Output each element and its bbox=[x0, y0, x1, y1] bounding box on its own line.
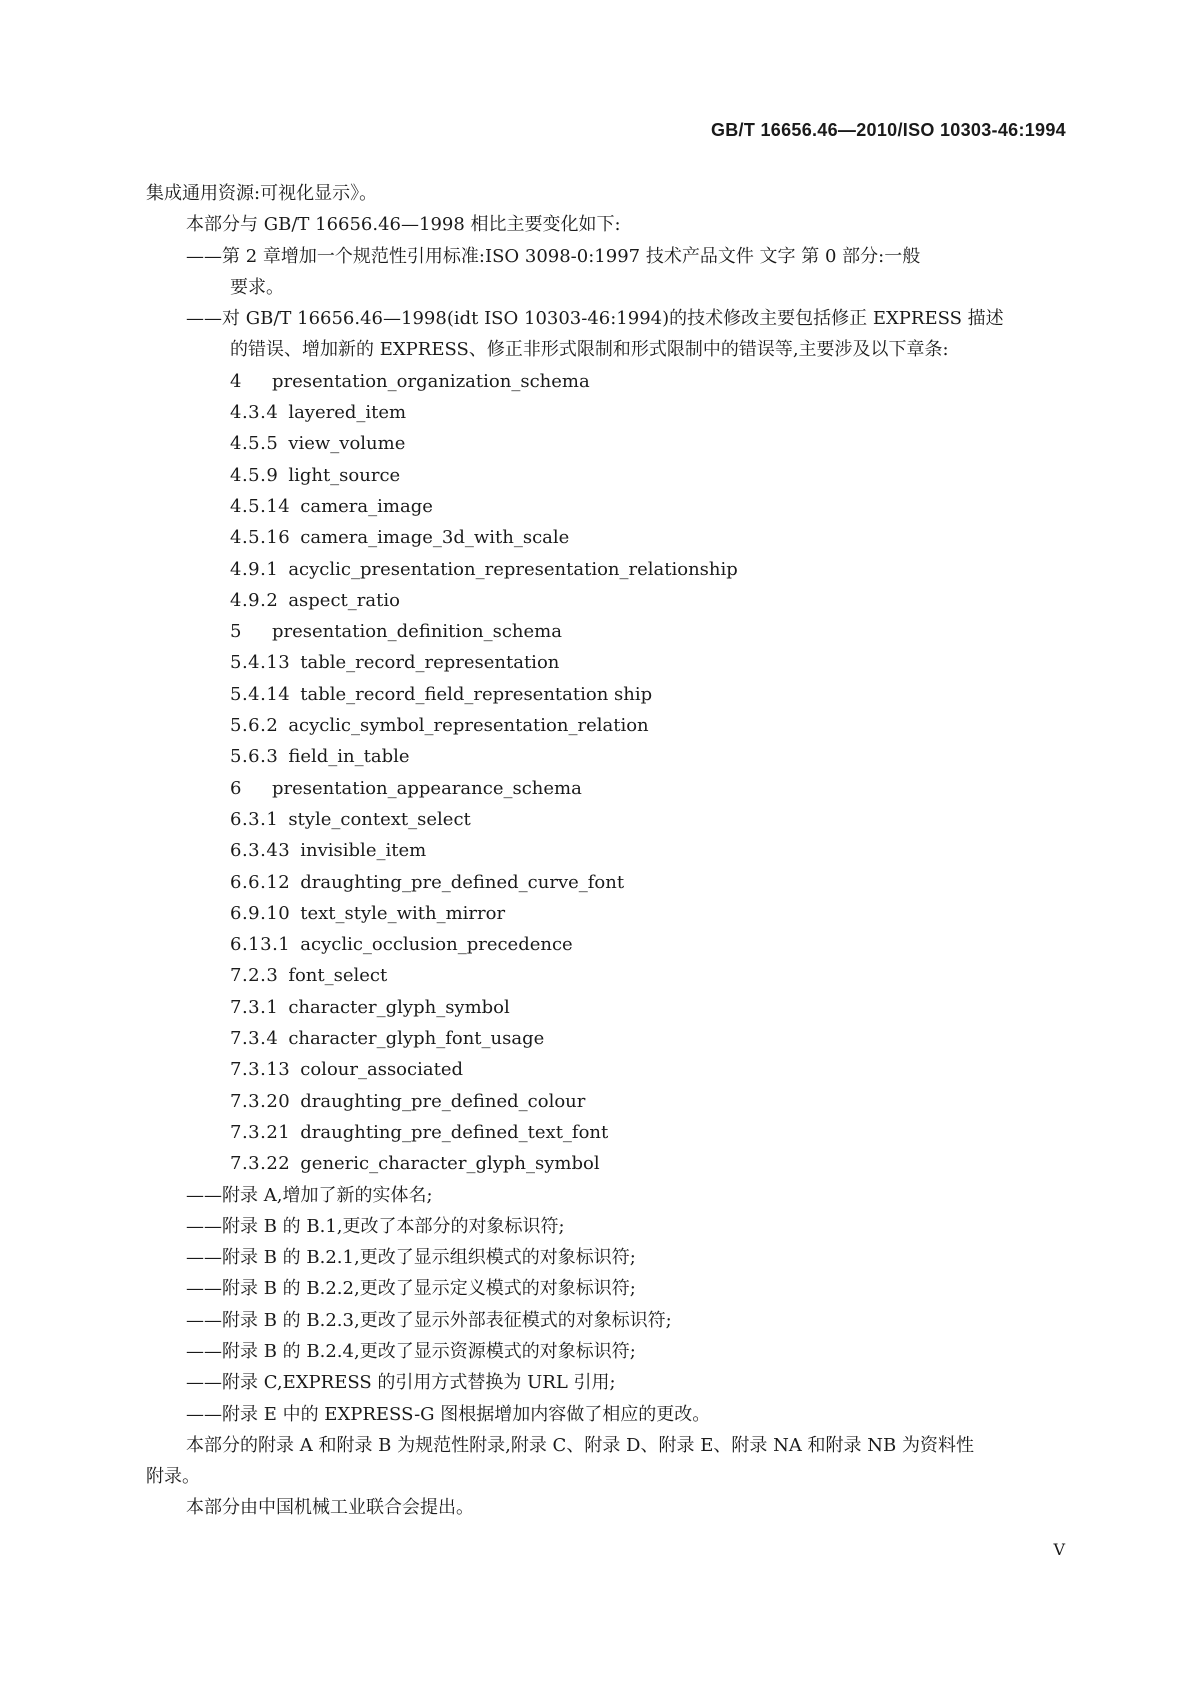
clause-number: 7.3.20 bbox=[230, 1090, 291, 1112]
clause-name: table_record_field_representation ship bbox=[300, 683, 653, 705]
clause-item bbox=[146, 929, 1066, 960]
clause-name: character_glyph_symbol bbox=[288, 996, 510, 1018]
annex-para-line1: 本部分的附录 A 和附录 B 为规范性附录,附录 C、附录 D、附录 E、附录 NA 和附录 NB 为资料性 bbox=[186, 1434, 974, 1456]
clause-number: 4.3.4 bbox=[230, 402, 279, 424]
annex-change-item: ——附录 B 的 B.1,更改了本部分的对象标识符; bbox=[186, 1215, 565, 1237]
clause-item bbox=[146, 992, 1066, 1023]
clause-item bbox=[146, 1054, 1066, 1085]
annex-change-item: ——附录 C,EXPRESS 的引用方式替换为 URL 引用; bbox=[186, 1372, 616, 1394]
annex-change-item: ——附录 B 的 B.2.3,更改了显示外部表征模式的对象标识符; bbox=[186, 1309, 672, 1331]
clause-item bbox=[146, 522, 1066, 553]
clause-item bbox=[146, 397, 1066, 428]
clause-number: 4.9.2 bbox=[230, 589, 279, 611]
annex-change-item: ——附录 A,增加了新的实体名; bbox=[186, 1184, 433, 1206]
clause-name: generic_character_glyph_symbol bbox=[300, 1153, 600, 1175]
proposed-by: 本部分由中国机械工业联合会提出。 bbox=[186, 1497, 474, 1519]
clause-list bbox=[146, 366, 1066, 1180]
clause-name: camera_image_3d_with_scale bbox=[300, 527, 570, 549]
annex-change-item: ——附录 E 中的 EXPRESS-G 图根据增加内容做了相应的更改。 bbox=[186, 1403, 711, 1425]
annex-change-item: ——附录 B 的 B.2.1,更改了显示组织模式的对象标识符; bbox=[186, 1247, 636, 1269]
clause-item bbox=[146, 616, 1066, 647]
clause-number: 6.9.10 bbox=[230, 902, 291, 924]
clause-name: field_in_table bbox=[288, 746, 410, 768]
clause-item bbox=[146, 835, 1066, 866]
annex-change-list bbox=[146, 1180, 1066, 1430]
change-item-2-line2: 的错误、增加新的 EXPRESS、修正非形式限制和形式限制中的错误等,主要涉及以下章条: bbox=[230, 339, 949, 361]
clause-number: 5.6.3 bbox=[230, 746, 279, 768]
clause-number: 7.3.4 bbox=[230, 1028, 279, 1050]
clause-name: draughting_pre_defined_curve_font bbox=[300, 871, 625, 893]
clause-name: draughting_pre_defined_colour bbox=[300, 1090, 586, 1112]
clause-name: presentation_organization_schema bbox=[272, 370, 590, 392]
change-item-1-line2: 要求。 bbox=[230, 276, 284, 298]
clause-item bbox=[146, 898, 1066, 929]
clause-number: 5.6.2 bbox=[230, 715, 279, 737]
clause-name: text_style_with_mirror bbox=[300, 902, 506, 924]
clause-number: 7.3.22 bbox=[230, 1153, 291, 1175]
clause-number: 6 bbox=[230, 777, 242, 799]
clause-item bbox=[146, 710, 1066, 741]
clause-name: view_volume bbox=[288, 433, 406, 455]
clause-number: 5.4.14 bbox=[230, 683, 291, 705]
annex-change-item: ——附录 B 的 B.2.2,更改了显示定义模式的对象标识符; bbox=[186, 1278, 636, 1300]
clause-item bbox=[146, 647, 1066, 678]
clause-number: 5 bbox=[230, 621, 242, 643]
clause-number: 5.4.13 bbox=[230, 652, 291, 674]
clause-name: aspect_ratio bbox=[288, 589, 400, 611]
clause-number: 4 bbox=[230, 370, 242, 392]
clause-number: 7.3.13 bbox=[230, 1059, 291, 1081]
annex-change-item: ——附录 B 的 B.2.4,更改了显示资源模式的对象标识符; bbox=[186, 1340, 636, 1362]
clause-item bbox=[146, 1023, 1066, 1054]
clause-item bbox=[146, 773, 1066, 804]
clause-item bbox=[146, 585, 1066, 616]
clause-name: light_source bbox=[288, 464, 401, 486]
clause-number: 6.6.12 bbox=[230, 871, 291, 893]
page-number: V bbox=[1053, 1540, 1065, 1559]
clause-item bbox=[146, 1148, 1066, 1179]
clause-name: style_context_select bbox=[288, 808, 471, 830]
annex-para-line2: 附录。 bbox=[146, 1466, 200, 1488]
clause-name: character_glyph_font_usage bbox=[288, 1028, 545, 1050]
clause-item bbox=[146, 867, 1066, 898]
clause-item bbox=[146, 1086, 1066, 1117]
clause-name: acyclic_occlusion_precedence bbox=[300, 934, 573, 956]
document-body bbox=[146, 178, 1066, 1524]
clause-item bbox=[146, 679, 1066, 710]
clause-name: font_select bbox=[288, 965, 388, 987]
clause-item bbox=[146, 1117, 1066, 1148]
clause-number: 6.3.1 bbox=[230, 808, 279, 830]
change-item-1-line1: ——第 2 章增加一个规范性引用标准:ISO 3098-0:1997 技术产品文件 文字 第 0 部分:一般 bbox=[186, 245, 921, 267]
clause-name: presentation_definition_schema bbox=[272, 621, 562, 643]
clause-name: invisible_item bbox=[300, 840, 427, 862]
clause-item bbox=[146, 428, 1066, 459]
clause-item bbox=[146, 460, 1066, 491]
clause-item bbox=[146, 960, 1066, 991]
clause-number: 7.2.3 bbox=[230, 965, 279, 987]
clause-item bbox=[146, 554, 1066, 585]
clause-item bbox=[146, 804, 1066, 835]
clause-name: table_record_representation bbox=[300, 652, 560, 674]
clause-name: acyclic_presentation_representation_relationship bbox=[288, 558, 738, 580]
clause-name: colour_associated bbox=[300, 1059, 463, 1081]
change-item-2-line1: ——对 GB/T 16656.46—1998(idt ISO 10303-46:1994)的技术修改主要包括修正 EXPRESS 描述 bbox=[186, 308, 1004, 330]
clause-name: draughting_pre_defined_text_font bbox=[300, 1121, 609, 1143]
clause-number: 6.13.1 bbox=[230, 934, 291, 956]
clause-name: acyclic_symbol_representation_relation bbox=[288, 715, 649, 737]
clause-number: 4.5.5 bbox=[230, 433, 279, 455]
clause-number: 4.9.1 bbox=[230, 558, 279, 580]
clause-number: 4.5.16 bbox=[230, 527, 291, 549]
continued-title-line: 集成通用资源:可视化显示》。 bbox=[146, 183, 378, 204]
changes-intro: 本部分与 GB/T 16656.46—1998 相比主要变化如下: bbox=[186, 214, 621, 236]
clause-name: camera_image bbox=[300, 495, 433, 517]
clause-number: 7.3.1 bbox=[230, 996, 279, 1018]
clause-number: 7.3.21 bbox=[230, 1121, 291, 1143]
clause-item bbox=[146, 366, 1066, 397]
clause-name: presentation_appearance_schema bbox=[272, 777, 582, 799]
clause-item bbox=[146, 741, 1066, 772]
clause-number: 4.5.14 bbox=[230, 495, 291, 517]
clause-number: 6.3.43 bbox=[230, 840, 291, 862]
page-header: GB/T 16656.46—2010/ISO 10303-46:1994 bbox=[710, 120, 1066, 140]
clause-item bbox=[146, 491, 1066, 522]
clause-name: layered_item bbox=[288, 402, 407, 424]
clause-number: 4.5.9 bbox=[230, 464, 279, 486]
